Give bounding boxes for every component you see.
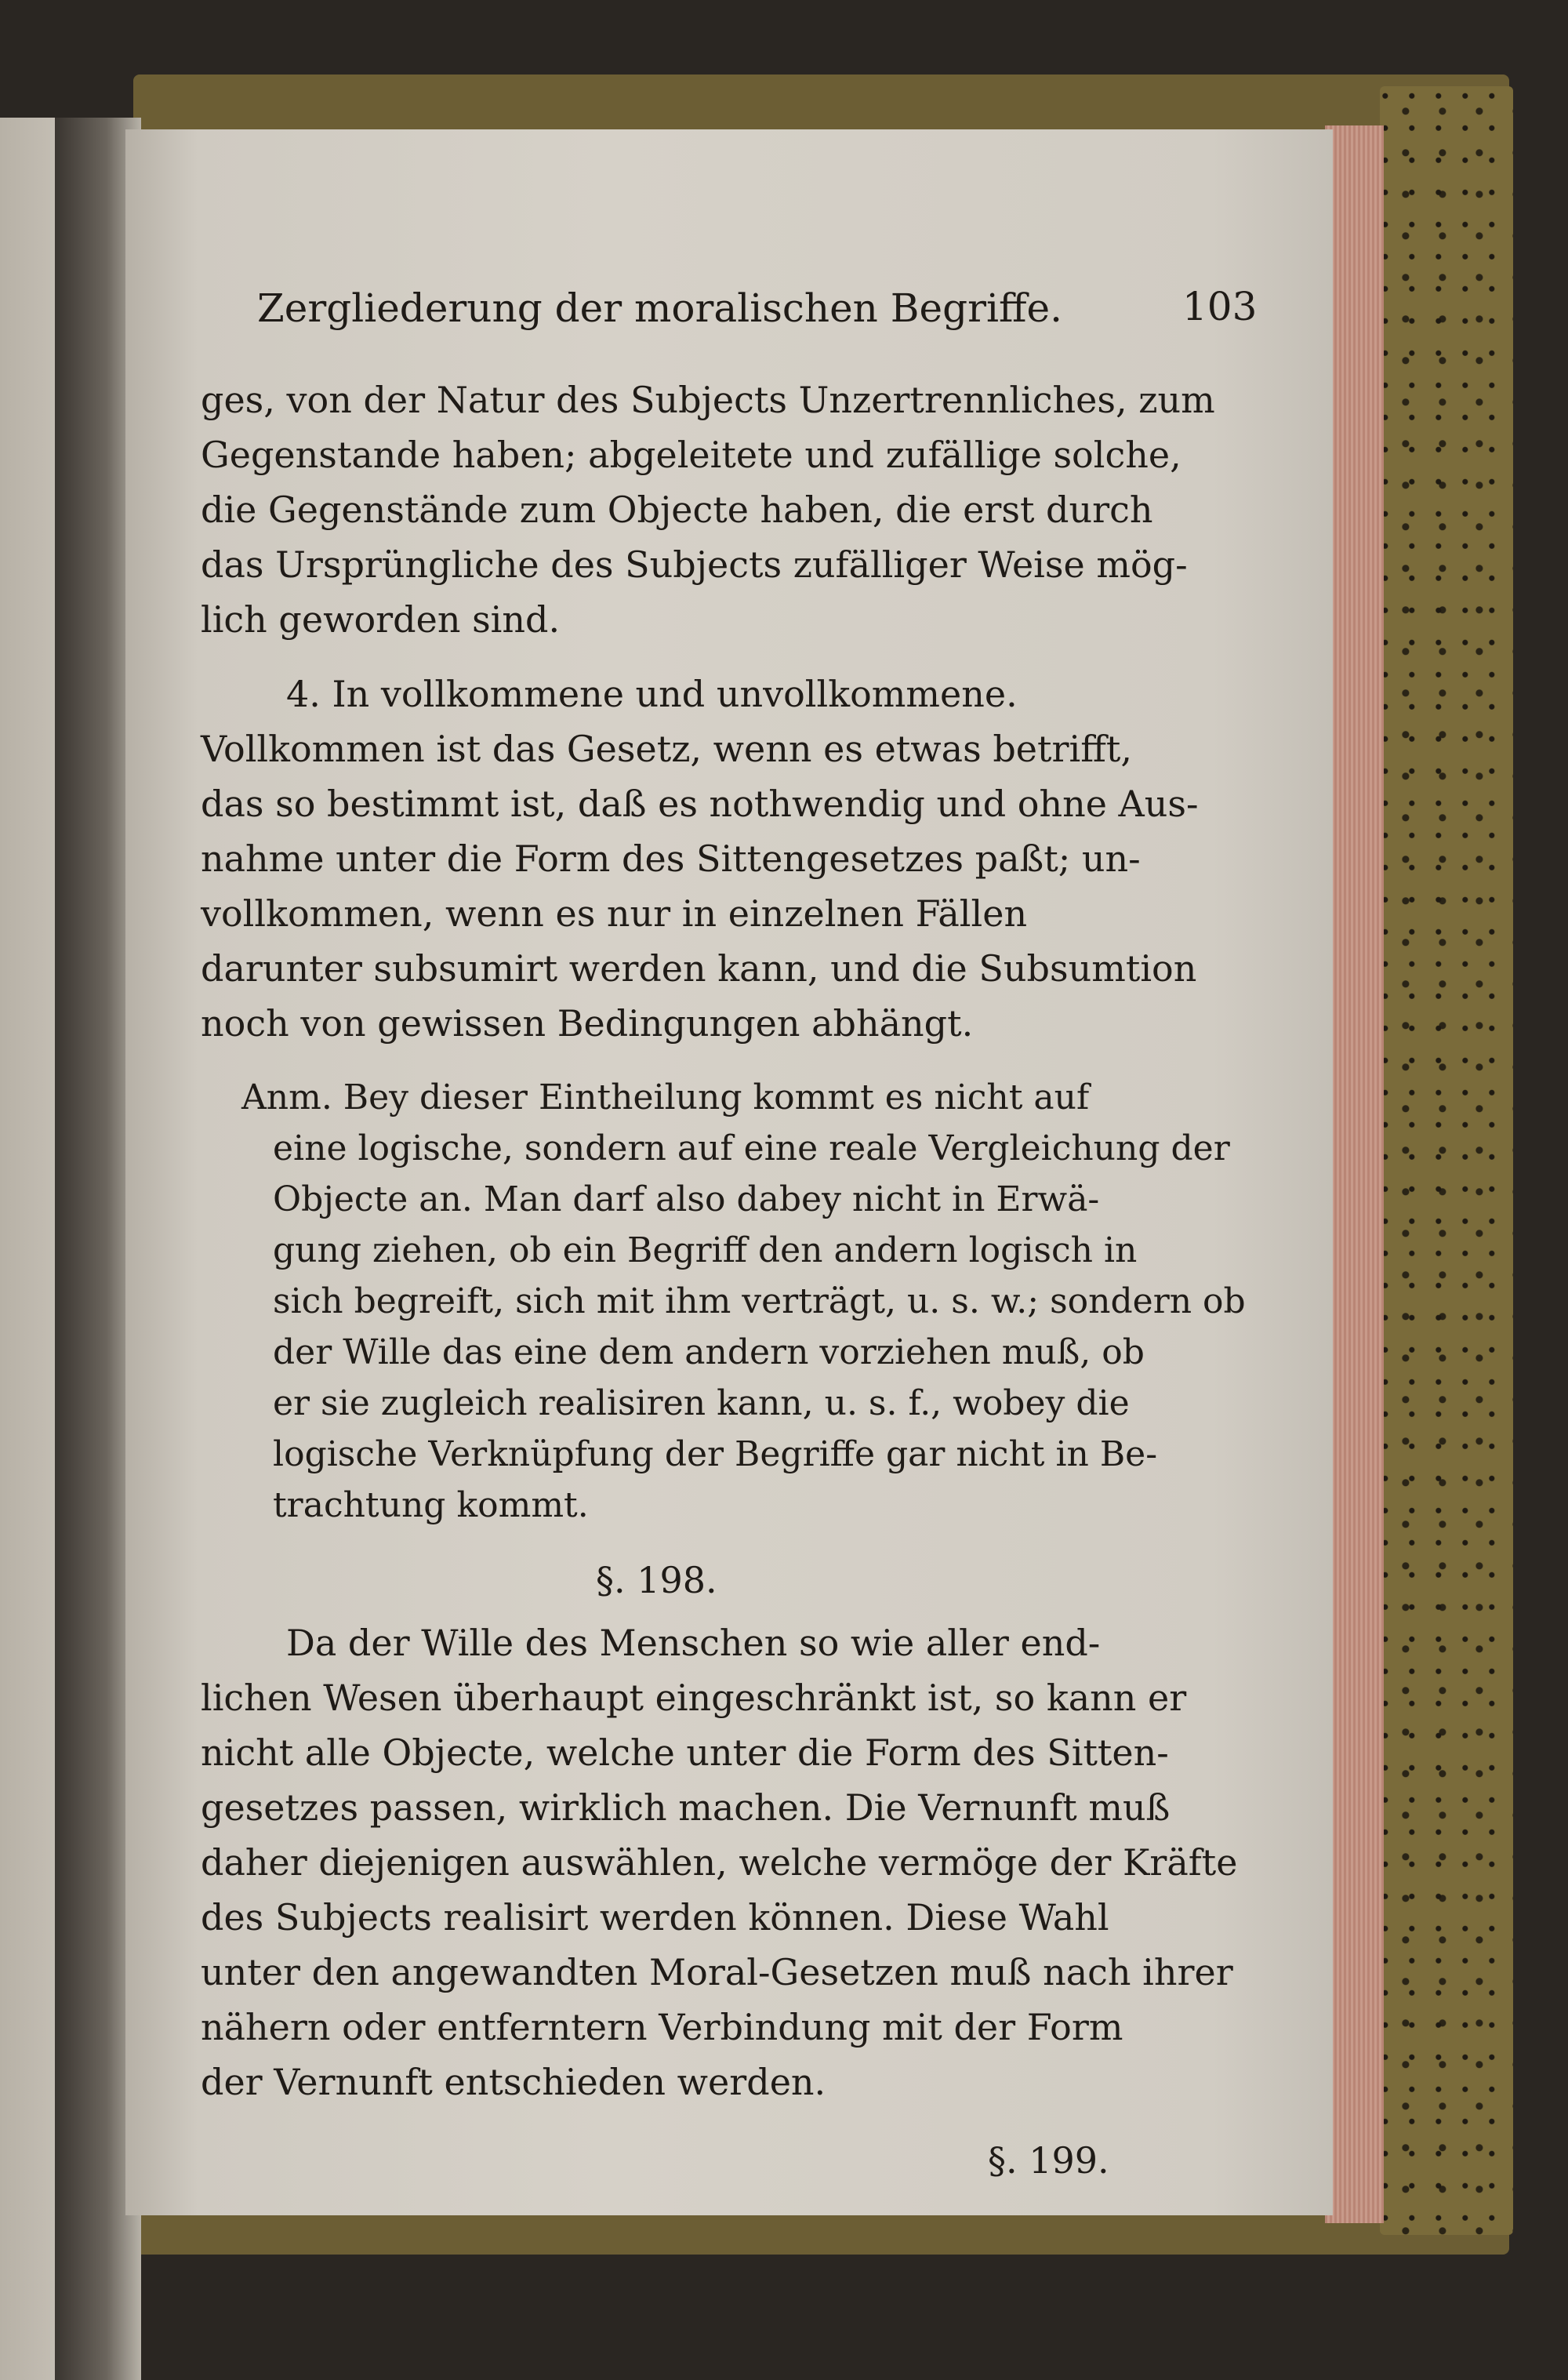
text-line: lichen Wesen überhaupt eingeschränkt ist, so kann er — [201, 1677, 1187, 1719]
note-line: eine logische, sondern auf eine reale Vergleichung der — [273, 1128, 1230, 1168]
text-line: vollkommen, wenn es nur in einzelnen Fällen — [201, 892, 1028, 935]
note-line: der Wille das eine dem andern vorziehen muß, ob — [273, 1332, 1145, 1372]
note-line: sich begreift, sich mit ihm verträgt, u. s. w.; sondern ob — [273, 1281, 1246, 1321]
text-line: Vollkommen ist das Gesetz, wenn es etwas betrifft, — [201, 728, 1132, 770]
catchword: §. 199. — [988, 2139, 1109, 2182]
text-line: Gegenstande haben; abgeleitete und zufällige solche, — [201, 434, 1181, 476]
note-line: er sie zugleich realisiren kann, u. s. f., wobey die — [273, 1383, 1130, 1423]
text-line: 4. In vollkommene und unvollkommene. — [286, 673, 1018, 715]
note-line: gung ziehen, ob ein Begriff den andern logisch in — [273, 1230, 1138, 1270]
note-line: Objecte an. Man darf also dabey nicht in Erwä- — [273, 1179, 1100, 1219]
text-line: das so bestimmt ist, daß es nothwendig und ohne Aus- — [201, 783, 1199, 825]
text-line: Da der Wille des Menschen so wie aller end- — [286, 1622, 1101, 1664]
text-line: darunter subsumirt werden kann, und die Subsumtion — [201, 947, 1197, 990]
page-number: 103 — [1182, 284, 1258, 329]
text-line: das Ursprüngliche des Subjects zufälliger Weise mög- — [201, 543, 1188, 586]
text-line: der Vernunft entschieden werden. — [201, 2061, 826, 2103]
text-line: unter den angewandten Moral-Gesetzen muß nach ihrer — [201, 1951, 1233, 1993]
text-line: lich geworden sind. — [201, 598, 561, 641]
text-line: nähern oder entferntern Verbindung mit der Form — [201, 2006, 1123, 2048]
text-line: die Gegenstände zum Objecte haben, die erst durch — [201, 489, 1153, 531]
text-line: des Subjects realisirt werden können. Diese Wahl — [201, 1896, 1109, 1939]
text-line: nahme unter die Form des Sittengesetzes paßt; un- — [201, 838, 1141, 880]
speckled-cover-edge — [1380, 86, 1513, 2235]
book-page — [125, 129, 1333, 2215]
note-line: trachtung kommt. — [273, 1485, 589, 1525]
note-line: logische Verknüpfung der Begriffe gar nicht in Be- — [273, 1434, 1158, 1474]
text-line: nicht alle Objecte, welche unter die Form des Sitten- — [201, 1731, 1169, 1774]
running-title: Zergliederung der moralischen Begriffe. — [257, 285, 1063, 331]
text-line: ges, von der Natur des Subjects Unzertrennliches, zum — [201, 379, 1215, 421]
text-line: noch von gewissen Bedingungen abhängt. — [201, 1002, 974, 1045]
section-number: §. 198. — [596, 1559, 717, 1601]
note-line: Anm. Bey dieser Eintheilung kommt es nicht auf — [241, 1077, 1090, 1117]
text-line: daher diejenigen auswählen, welche vermöge der Kräfte — [201, 1841, 1238, 1884]
text-line: gesetzes passen, wirklich machen. Die Vernunft muß — [201, 1786, 1171, 1829]
page-block-edge — [1325, 125, 1384, 2223]
